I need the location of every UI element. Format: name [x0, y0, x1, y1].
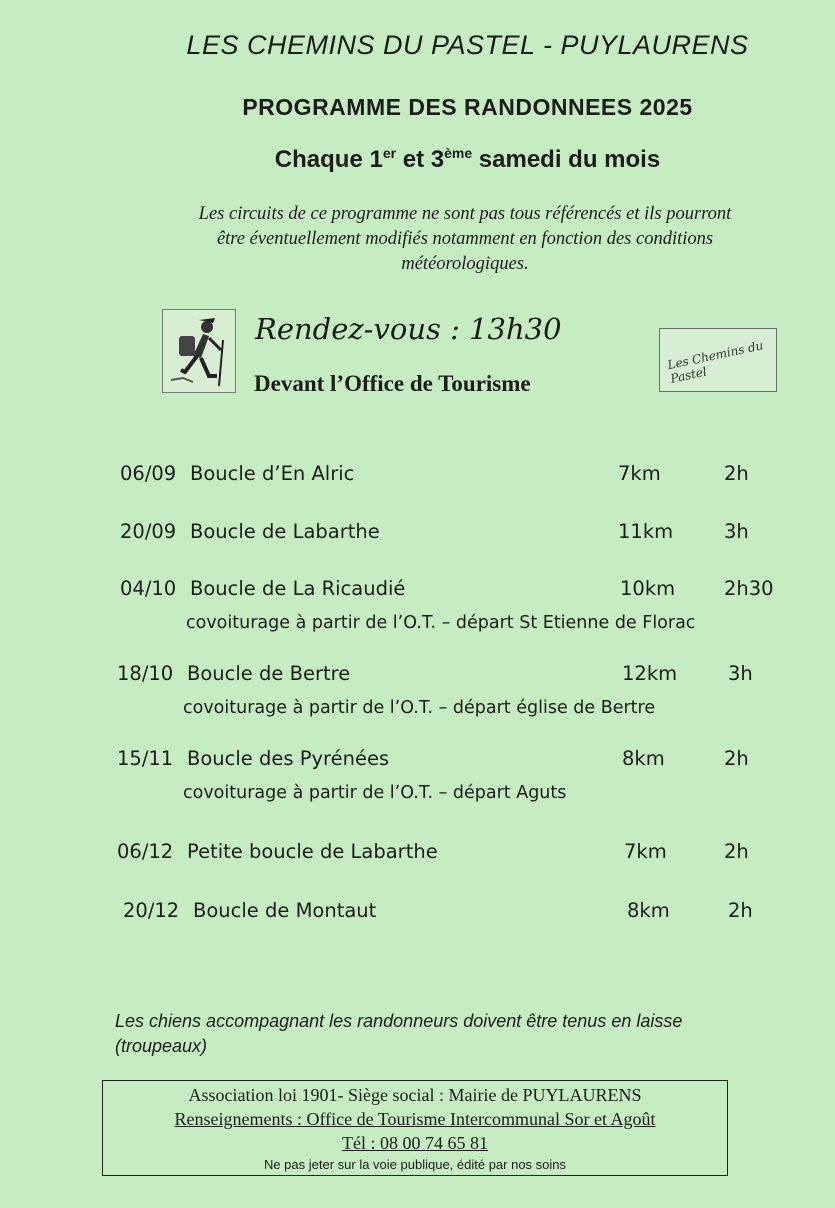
hike-row [0, 662, 835, 718]
hike-carpool-note: covoiturage à partir de l’O.T. – départ St Etienne de Florac [186, 613, 696, 633]
hike-name: Boucle des Pyrénées [187, 747, 390, 770]
hike-date: 18/10 [117, 662, 174, 685]
hike-row [0, 840, 835, 890]
phone-line: Tél : 08 00 74 65 81 [342, 1133, 488, 1153]
hike-duration: 2h [724, 840, 749, 863]
disclaimer-line: météorologiques. [401, 254, 529, 274]
hike-date: 04/10 [120, 577, 177, 600]
hike-distance: 10km [620, 577, 676, 600]
hike-date: 15/11 [117, 747, 174, 770]
hike-row [0, 462, 835, 512]
hike-row [0, 520, 835, 570]
schedule-sup-a: er [382, 145, 397, 161]
hike-row [0, 899, 835, 949]
notice-line: (troupeaux) [115, 1036, 208, 1056]
footer-box [102, 1080, 728, 1176]
hike-duration: 2h30 [724, 577, 774, 600]
hike-duration: 2h [724, 747, 749, 770]
schedule-line [0, 145, 835, 174]
dogs-notice [115, 1009, 795, 1059]
info-line: Renseignements : Office de Tourisme Intercommunal Sor et Agoût [174, 1109, 656, 1129]
hiker-illustration [162, 309, 236, 393]
hike-distance: 8km [622, 747, 665, 770]
schedule-part-b: et 3 [396, 146, 445, 173]
rendezvous-time: Rendez-vous : 13h30 [255, 312, 562, 346]
hike-name: Boucle d’En Alric [190, 462, 355, 485]
logo-text: Les Chemins du Pastel [666, 338, 765, 386]
hike-row [0, 577, 835, 633]
hike-date: 06/09 [120, 462, 177, 485]
schedule-part-a: Chaque 1 [274, 146, 383, 173]
hike-carpool-note: covoiturage à partir de l’O.T. – départ Aguts [183, 783, 567, 803]
hike-distance: 11km [618, 520, 674, 543]
print-note: Ne pas jeter sur la voie publique, édité par nos soins [263, 1157, 567, 1172]
hike-row [0, 747, 835, 803]
hike-date: 20/12 [123, 899, 180, 922]
disclaimer-line: être éventuellement modifiés notamment en fonction des conditions [216, 229, 714, 249]
schedule-part-c: samedi du mois [472, 146, 661, 173]
notice-line: Les chiens accompagnant les randonneurs doivent être tenus en laisse [115, 1011, 683, 1031]
hike-distance: 8km [627, 899, 670, 922]
header-title: LES CHEMINS DU PASTEL - PUYLAURENS [186, 30, 749, 60]
disclaimer-line: Les circuits de ce programme ne sont pas tous référencés et ils pourront [198, 204, 732, 224]
programme-title: PROGRAMME DES RANDONNEES 2025 [242, 94, 693, 120]
meeting-place: Devant l’Office de Tourisme [254, 371, 531, 396]
hike-name: Boucle de La Ricaudié [190, 577, 406, 600]
hike-name: Boucle de Montaut [193, 899, 377, 922]
schedule-sup-b: ème [444, 145, 473, 161]
hike-distance: 12km [622, 662, 678, 685]
association-line: Association loi 1901- Siège social : Mairie de PUYLAURENS [188, 1085, 642, 1105]
hike-name: Boucle de Labarthe [190, 520, 380, 543]
hike-duration: 3h [724, 520, 749, 543]
hike-date: 20/09 [120, 520, 177, 543]
club-logo [659, 328, 777, 392]
hike-name: Petite boucle de Labarthe [187, 840, 438, 863]
hiker-icon [163, 310, 235, 392]
hike-duration: 2h [724, 462, 749, 485]
hike-date: 06/12 [117, 840, 174, 863]
disclaimer [110, 202, 820, 277]
hike-carpool-note: covoiturage à partir de l’O.T. – départ église de Bertre [183, 698, 656, 718]
hike-duration: 3h [728, 662, 753, 685]
hike-name: Boucle de Bertre [187, 662, 351, 685]
hike-distance: 7km [618, 462, 661, 485]
hike-duration: 2h [728, 899, 753, 922]
hike-distance: 7km [624, 840, 667, 863]
